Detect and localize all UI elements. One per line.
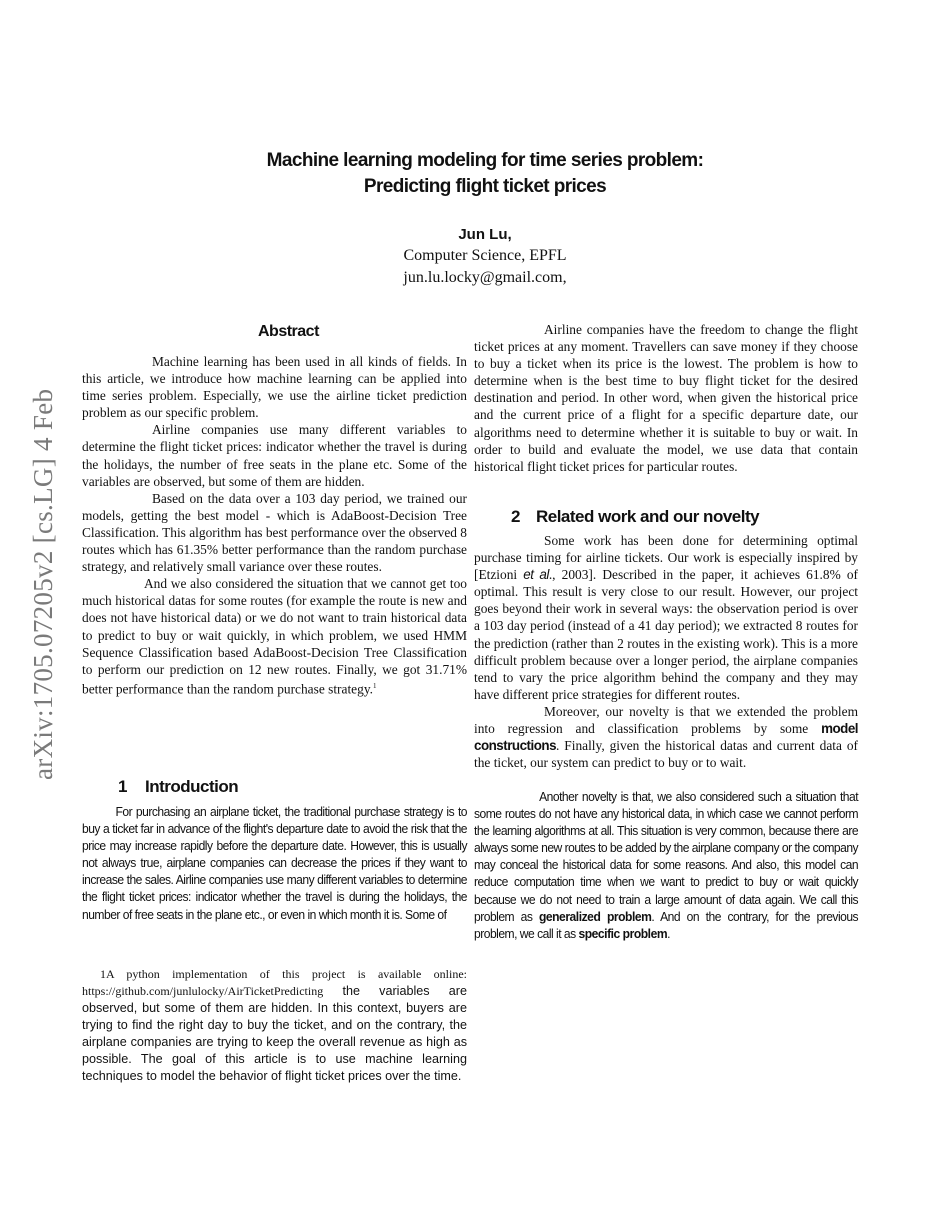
abstract-paragraph: Airline companies use many different variables to determine the flight ticket prices: indicator whether the travel is during the holidays, the number of free seats in the plane etc. Some of the variables are observed, but some of them are hidden. [82,422,467,489]
paper-title-line1: Machine learning modeling for time series problem: [266,150,704,171]
footnote-text[interactable]: A python implementation of this project is available online: https://github.com/junlulocky/AirTicketPredicting [82,967,467,998]
text: Another novelty is that, we also considered such a situation that some routes do not have any historical data, in which case we cannot perform the learning algorithms at all. This situation is very common, because there are always some new routes to be added by the airplane company or the company may conceal the historical data for some reasons. And also, this model can reduce computation time when we want to predict to buy or wait quickly because we do not need to train a large amount of data again. We call this problem as [474,789,859,924]
paper-title-line2: Predicting flight ticket prices [363,176,607,197]
section-number: 2 [511,507,520,526]
abstract-paragraph-text: And we also considered the situation that we cannot get too much historical datas for some routes (for example the route is new and does not have historical data) or we do not want to train historical data to predict to buy or wait quickly, in which problem, we used HMM Sequence Classification based AdaBoost-Decision Tree Classification to perform our prediction on 12 new routes. Finally, we got 31.71% better performance than the random purchase strategy. [82,576,467,697]
section-2-heading [511,507,759,527]
abstract-paragraph: Based on the data over a 103 day period, we trained our models, getting the best model - which is AdaBoost-Decision Tree Classification. This algorithm has best performance over the observed 8 routes which has 61.35% better performance than the random purchase strategy, and relatively small variance over these routes. [82,490,468,575]
section-1-heading [118,777,238,797]
intro-paragraph-2: Airline companies have the freedom to change the flight ticket prices at any moment. Travellers can save money if they choose to buy a ticket when its price is the lowest. The problem is how to determine when is the best time to buy flight ticket for the desired destination and period. In other word, when given the historical price and the current price of a flight for a specific departure date, our algorithms need to determine whether it is suitable to buy or wait. In order to build and evaluate the model, we use data that contain historical flight ticket prices for particular routes. [474,322,858,474]
related-work-paragraph [474,532,858,703]
author-name: Jun Lu, [458,226,512,243]
arxiv-identifier-stamp: arXiv:1705.07205v2 [cs.LG] 4 Feb [28,388,58,780]
novelty-paragraph [474,703,858,771]
et-al-text: et al [523,567,549,583]
novelty-body-2 [474,788,858,942]
abstract-paragraph: Machine learning has been used in all kinds of fields. In this article, we introduce how machine learning can be applied into time series problem. Especially, we use the airline ticket prediction problem as our specific problem. [82,354,467,421]
text: Some work has been done for determining optimal purchase timing for airline tickets. Our work is especially inspired by [Etzioni [474,533,858,583]
footnote-mark: 1 [100,967,106,981]
right-column-intro [474,321,858,475]
section-number: 1 [118,777,127,796]
text: . And on the contrary, for the previous problem, we call it as [474,908,859,941]
section-title: Related work and our novelty [535,507,760,526]
text: . Finally, given the historical datas and current data of the ticket, our system can predict to buy or to wait. [474,738,858,771]
author-email: jun.lu.locky@gmail.com, [403,269,567,286]
novelty-paragraph-2 [474,788,858,942]
bold-term: specific problem [578,925,668,941]
bold-term: generalized problem [538,908,652,924]
introduction-body [82,803,467,923]
bold-term: model constructions [474,721,858,754]
footnote-marker: 1 [373,681,377,690]
text: . [667,925,670,941]
related-work-body [474,532,858,771]
intro-paragraph: For purchasing an airplane ticket, the traditional purchase strategy is to buy a ticket far in advance of the flight's departure date to avoid the risk that the price may increase rapidly before the departure date. However, this is usually not always true, airplane companies can decrease the prices if they want to increase the sales. Airline companies use many different variables to determine the flight ticket prices: indicator whether the travel is during the holidays, the number of free seats in the plane etc., or even in which month it is. Some of [82,804,468,922]
abstract-body [82,353,467,697]
abstract-paragraph [82,575,467,697]
abstract-heading: Abstract [258,323,319,340]
footnote [82,966,467,1085]
author-affiliation: Computer Science, EPFL [403,247,567,264]
footnote-continuation: the variables are observed, but some of them are hidden. In this context, buyers are trying to find the right day to buy the ticket, and on the contrary, the airplane companies are trying to keep the overall revenue as high as possible. The goal of this article is to use machine learning techniques to model the behavior of flight ticket prices over the time. [82,984,467,1083]
text: ., 2003]. Described in the paper, it achieves 61.8% of optimal. This result is very close to our result. However, our project goes beyond their work in several ways: the observation period is over a 103 day period (instead of a 41 day period); we extracted 8 routes for the prediction (rather than 2 routes in the existing work). This is a more difficult problem because over a longer period, the airplane companies tend to vary the price algorithm behind the company and they may have different price strategies for different routes. [474,567,859,702]
text: Moreover, our novelty is that we extended the problem into regression and classification problems by some [474,703,858,737]
section-title: Introduction [144,777,239,796]
